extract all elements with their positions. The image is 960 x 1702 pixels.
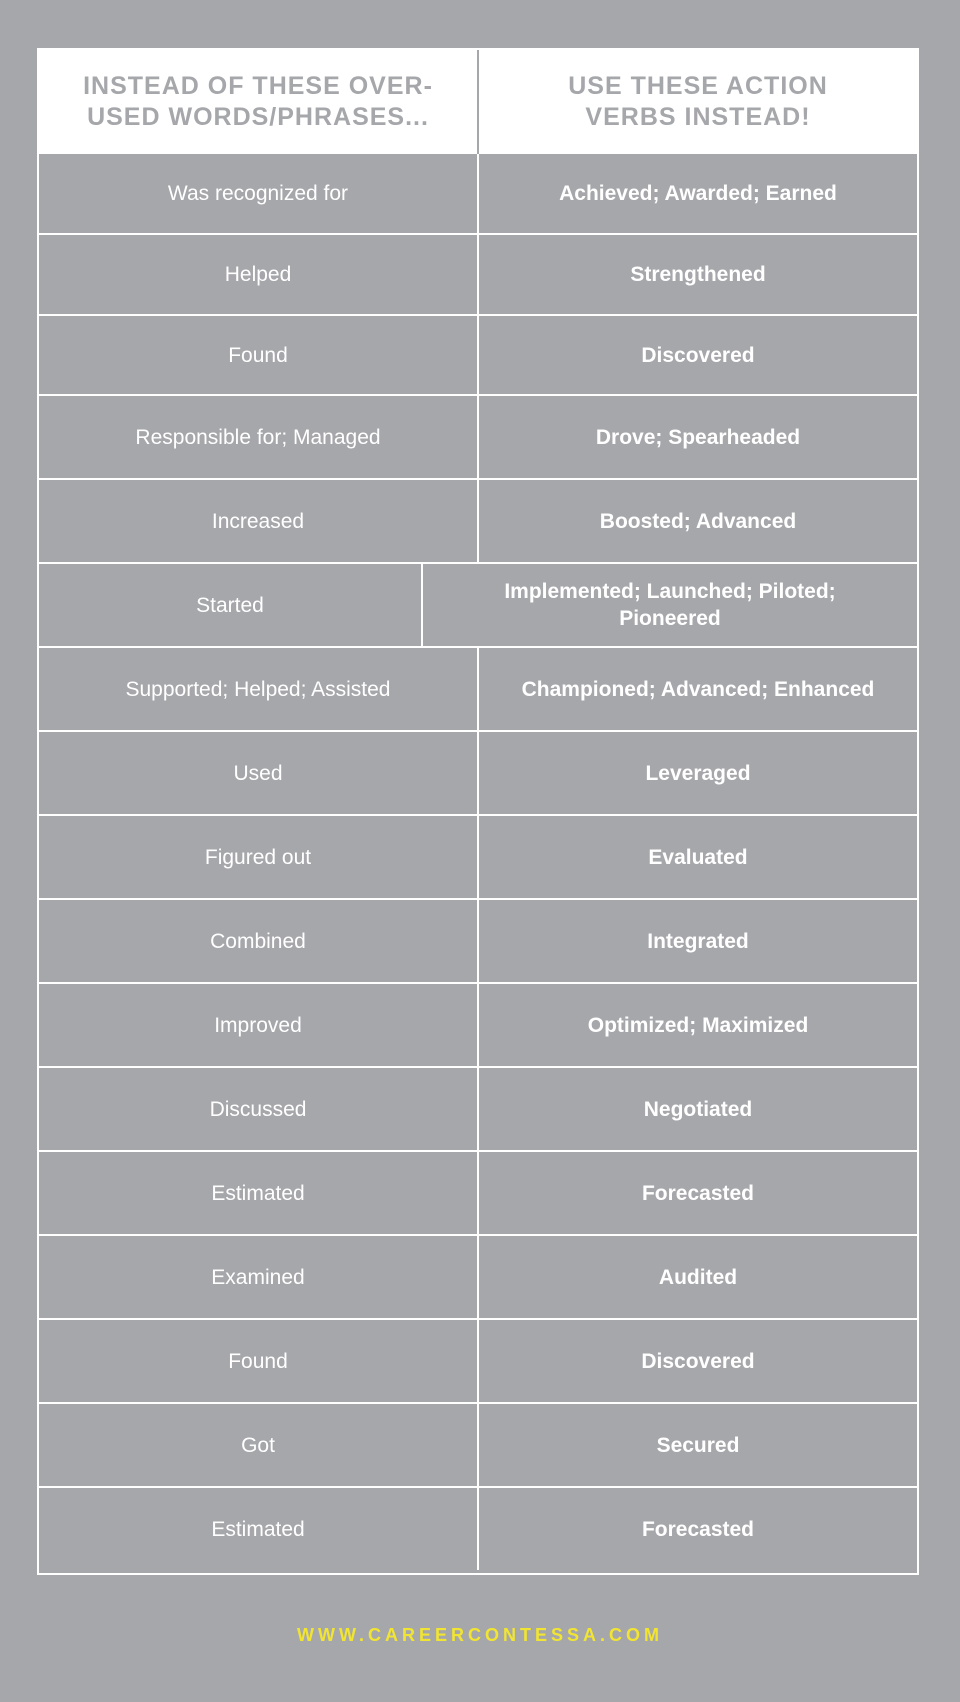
- header-action-verbs-label: USE THESE ACTION VERBS INSTEAD!: [568, 72, 828, 131]
- table-row: [39, 1150, 917, 1234]
- overused-phrase: Supported; Helped; Assisted: [39, 648, 479, 730]
- table-row: [39, 562, 917, 646]
- table-row: [39, 314, 917, 394]
- action-verb: Achieved; Awarded; Earned: [559, 182, 837, 205]
- overused-phrase: Found: [39, 316, 479, 394]
- action-verb: Audited: [658, 1265, 738, 1289]
- action-verb: Strengthened: [630, 263, 766, 286]
- overused-phrase: Increased: [39, 480, 479, 562]
- overused-phrase: Started: [39, 564, 423, 646]
- header-overused: [39, 50, 479, 154]
- action-verb: Integrated: [647, 929, 749, 953]
- overused-phrase: Figured out: [39, 816, 479, 898]
- table-row: [39, 1066, 917, 1150]
- table-row: [39, 730, 917, 814]
- table-header: [39, 50, 917, 154]
- table-row: [39, 1486, 917, 1570]
- action-verb: Boosted; Advanced: [599, 509, 797, 533]
- overused-phrase: Estimated: [39, 1488, 479, 1570]
- action-verb: Championed; Advanced; Enhanced: [521, 677, 875, 701]
- table-body: [39, 154, 917, 1570]
- action-verb: Discovered: [641, 1349, 755, 1373]
- table-row: [39, 394, 917, 478]
- overused-phrase: Got: [39, 1404, 479, 1486]
- table-row: [39, 1318, 917, 1402]
- action-verb: Discovered: [641, 343, 755, 367]
- action-verb: Evaluated: [648, 845, 748, 869]
- overused-phrase: Examined: [39, 1236, 479, 1318]
- table-row: [39, 1234, 917, 1318]
- table-row: [39, 898, 917, 982]
- overused-phrase: Used: [39, 732, 479, 814]
- table-row: [39, 478, 917, 562]
- overused-phrase: Discussed: [39, 1068, 479, 1150]
- overused-phrase: Found: [39, 1320, 479, 1402]
- table-row: [39, 1402, 917, 1486]
- overused-phrase: Responsible for; Managed: [39, 396, 479, 478]
- table-row: [39, 233, 917, 314]
- table-row: [39, 646, 917, 730]
- action-verb: Forecasted: [641, 1517, 755, 1541]
- overused-phrase: Combined: [39, 900, 479, 982]
- action-verb: Secured: [656, 1433, 740, 1457]
- action-verb: Forecasted: [641, 1181, 755, 1205]
- overused-phrase: Helped: [39, 235, 479, 314]
- action-verb: Leveraged: [645, 761, 751, 785]
- action-verb: Drove; Spearheaded: [595, 425, 801, 449]
- website-url[interactable]: WWW.CAREERCONTESSA.COM: [297, 1625, 663, 1645]
- action-verb: Implemented; Launched; Piloted; Pioneered: [504, 580, 836, 630]
- overused-phrase: Estimated: [39, 1152, 479, 1234]
- overused-phrase: Was recognized for: [39, 154, 479, 233]
- table-row: [39, 814, 917, 898]
- table-row: [39, 154, 917, 233]
- verbs-table: [37, 48, 919, 1575]
- action-verb: Negotiated: [643, 1097, 753, 1121]
- header-overused-label: INSTEAD OF THESE OVER-USED WORDS/PHRASES...: [83, 72, 433, 131]
- overused-phrase: Improved: [39, 984, 479, 1066]
- table-row: [39, 982, 917, 1066]
- action-verb: Optimized; Maximized: [587, 1013, 809, 1037]
- header-action-verbs: [479, 50, 917, 154]
